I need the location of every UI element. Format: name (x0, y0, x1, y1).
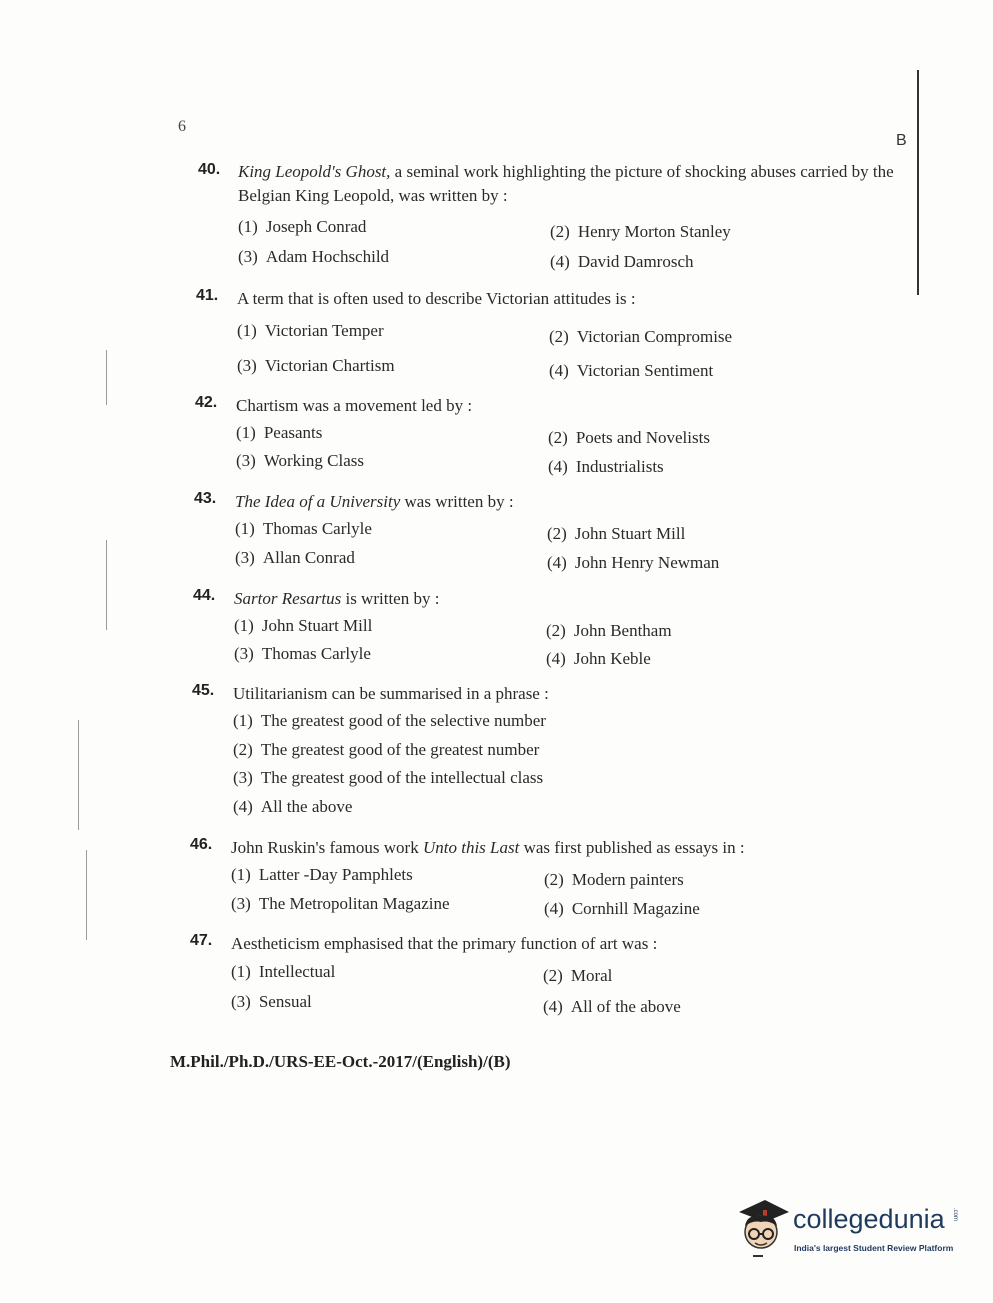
option-text: Allan Conrad (262, 548, 355, 567)
question-text (238, 160, 903, 208)
question-number: 46. (190, 836, 213, 853)
question-number: 40. (198, 161, 221, 178)
paper-code-footer: M.Phil./Ph.D./URS-EE-Oct.-2017/(English)/(B) (170, 1052, 511, 1071)
brand-tagline: India's largest Student Review Platform (794, 1243, 954, 1253)
option-label: (4) (548, 457, 568, 476)
option-label: (2) (546, 621, 566, 640)
scan-artifact (106, 350, 107, 405)
option-2[interactable] (548, 428, 710, 448)
work-title: Unto this Last (422, 838, 520, 857)
option-text: The greatest good of the selective number (260, 711, 546, 730)
question-text (235, 490, 895, 514)
option-3[interactable] (238, 247, 389, 267)
option-label: (1) (235, 519, 255, 538)
option-text: The greatest good of the greatest number (260, 740, 540, 759)
question-text (234, 587, 894, 611)
option-3[interactable] (236, 451, 364, 471)
option-2[interactable] (550, 222, 731, 242)
option-label: (1) (236, 423, 256, 442)
option-3[interactable] (235, 548, 355, 568)
mascot-icon (733, 1196, 791, 1258)
option-text: Poets and Novelists (575, 428, 710, 447)
option-text: All of the above (570, 997, 681, 1016)
scan-artifact (106, 540, 107, 630)
option-label: (2) (548, 428, 568, 447)
option-text: Modern painters (571, 870, 684, 889)
question-text: Chartism was a movement led by : (236, 396, 473, 415)
option-text: Joseph Conrad (265, 217, 367, 236)
option-text: John Henry Newman (574, 553, 720, 572)
question-number: 41. (196, 287, 219, 304)
option-text: John Bentham (573, 621, 672, 640)
option-label: (2) (550, 222, 570, 241)
option-2[interactable] (549, 327, 732, 347)
option-label: (4) (549, 361, 569, 380)
option-label: (1) (234, 616, 254, 635)
option-text: Adam Hochschild (265, 247, 390, 266)
question-number: 47. (190, 932, 213, 949)
option-4[interactable] (550, 252, 694, 272)
question-number: 45. (192, 682, 215, 699)
option-1[interactable] (236, 423, 322, 443)
option-label: (2) (233, 740, 253, 759)
option-text: Thomas Carlyle (262, 519, 372, 538)
option-text: Henry Morton Stanley (577, 222, 731, 241)
option-1[interactable] (234, 616, 372, 636)
option-1[interactable] (235, 519, 372, 539)
option-label: (3) (235, 548, 255, 567)
option-3[interactable] (237, 356, 395, 376)
option-1[interactable] (233, 711, 546, 731)
option-label: (4) (550, 252, 570, 271)
option-label: (1) (233, 711, 253, 730)
page-number: 6 (178, 118, 186, 135)
option-3[interactable] (231, 992, 312, 1012)
option-label: (4) (544, 899, 564, 918)
option-label: (1) (231, 865, 251, 884)
option-text: Sensual (258, 992, 312, 1011)
option-4[interactable] (233, 797, 352, 817)
option-2[interactable] (233, 740, 539, 760)
option-label: (1) (238, 217, 258, 236)
option-label: (3) (234, 644, 254, 663)
option-text: Victorian Compromise (576, 327, 733, 346)
question-text (231, 836, 911, 860)
option-4[interactable] (546, 649, 651, 669)
option-2[interactable] (544, 870, 684, 890)
option-label: (2) (547, 524, 567, 543)
work-title: Sartor Resartus (234, 589, 342, 608)
option-2[interactable] (543, 966, 612, 986)
option-text: Industrialists (575, 457, 664, 476)
collegedunia-watermark (733, 1196, 963, 1262)
option-4[interactable] (548, 457, 664, 477)
option-text: Intellectual (258, 962, 336, 981)
option-label: (3) (238, 247, 258, 266)
option-text: Victorian Chartism (264, 356, 395, 375)
question-text: Utilitarianism can be summarised in a phrase : (233, 684, 549, 703)
scan-artifact (86, 850, 87, 940)
option-label: (3) (236, 451, 256, 470)
question-text-body: was first published as essays in : (519, 838, 745, 857)
option-text: Thomas Carlyle (261, 644, 371, 663)
option-1[interactable] (231, 962, 335, 982)
option-label: (4) (543, 997, 563, 1016)
option-text: John Stuart Mill (261, 616, 373, 635)
option-text: Latter -Day Pamphlets (258, 865, 413, 884)
option-label: (4) (233, 797, 253, 816)
question-number: 43. (194, 490, 217, 507)
option-3[interactable] (234, 644, 371, 664)
option-3[interactable] (233, 768, 543, 788)
option-label: (3) (231, 992, 251, 1011)
option-text: John Stuart Mill (574, 524, 686, 543)
option-1[interactable] (238, 217, 366, 237)
option-text: All the above (260, 797, 353, 816)
option-1[interactable] (237, 321, 384, 341)
question-text-body: was written by : (400, 492, 514, 511)
question-text: Aestheticism emphasised that the primary function of art was : (231, 934, 658, 953)
option-4[interactable] (543, 997, 681, 1017)
option-text: David Damrosch (577, 252, 694, 271)
set-code: B (896, 132, 907, 149)
option-label: (4) (546, 649, 566, 668)
option-text: John Keble (573, 649, 651, 668)
option-label: (1) (231, 962, 251, 981)
option-text: Working Class (263, 451, 364, 470)
option-4[interactable] (549, 361, 713, 381)
option-label: (3) (237, 356, 257, 375)
option-text: Peasants (263, 423, 323, 442)
brand-domain-suffix: .com (952, 1208, 958, 1222)
option-label: (1) (237, 321, 257, 340)
question-text-body: a seminal work highlighting the picture of shocking abuses carried by the Belgian King Leopold, was written by : (238, 162, 894, 205)
option-text: Moral (570, 966, 613, 985)
option-label: (2) (544, 870, 564, 889)
option-3[interactable] (231, 894, 450, 914)
option-1[interactable] (231, 865, 413, 885)
option-2[interactable] (546, 621, 672, 641)
question-number: 42. (195, 394, 218, 411)
work-title: The Idea of a University (235, 492, 401, 511)
option-label: (3) (231, 894, 251, 913)
question-text: A term that is often used to describe Victorian attitudes is : (237, 289, 636, 308)
option-text: Victorian Sentiment (576, 361, 714, 380)
option-text: The Metropolitan Magazine (258, 894, 450, 913)
question-text-body: is written by : (341, 589, 440, 608)
scan-border-line (917, 70, 919, 295)
brand-name: collegedunia (793, 1204, 945, 1234)
question-number: 44. (193, 587, 216, 604)
option-label: (3) (233, 768, 253, 787)
option-label: (4) (547, 553, 567, 572)
scan-artifact (78, 720, 79, 830)
option-2[interactable] (547, 524, 685, 544)
work-title: King Leopold's Ghost, (238, 162, 391, 181)
option-4[interactable] (544, 899, 700, 919)
option-text: The greatest good of the intellectual class (260, 768, 544, 787)
option-label: (2) (543, 966, 563, 985)
question-text-lead: John Ruskin's famous work (231, 838, 423, 857)
option-text: Cornhill Magazine (571, 899, 700, 918)
option-text: Victorian Temper (264, 321, 384, 340)
option-label: (2) (549, 327, 569, 346)
option-4[interactable] (547, 553, 719, 573)
